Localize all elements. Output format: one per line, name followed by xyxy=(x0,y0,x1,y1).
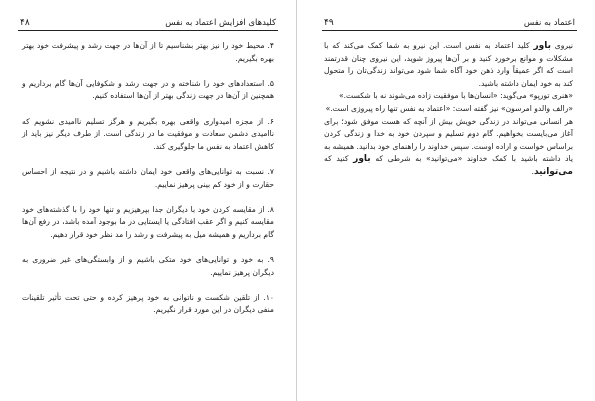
bold-word-can: می‌توانید xyxy=(533,166,573,177)
list-item-7: ۷. نسبت به توانایی‌های واقعی خود ایمان داشته باشیم و در نتیجه از احساس حقارت و از خود کم بینی پرهیز نماییم. xyxy=(22,166,274,189)
list-item-9: ۹. به خود و توانایی‌های خود متکی باشیم و از وابستگی‌های غیر ضروری به دیگران پرهیز نماییم. xyxy=(22,255,274,277)
left-page-body xyxy=(22,40,274,330)
quote-henry: «هنری تورپو» می‌گوید: «انسان‌ها با موفقیت زاده می‌شوند نه با شکست.» xyxy=(338,91,573,101)
paragraph-belief-text: کلید اعتماد به نفس است. این نیرو به شما کمک می‌کند که با مشکلات و موانع برخورد کنید و بر آن‌ها پیروز شوید، این نیروی چنان قدرتمند است که اگر عمیقاً وارد ذهن خود آگاه شما شود می‌تواند زندگی‌تان را متحول کند به خود ایمان داشته باشید. xyxy=(324,41,573,88)
bold-word-belief-2: باور xyxy=(353,154,371,165)
right-page-number: ۴۹ xyxy=(324,18,334,28)
list-item-4: ۴. محیط خود را نیز بهتر بشناسیم تا از آن‌ها در جهت رشد و پیشرفت خود بهتر بهره بگیریم. xyxy=(22,41,274,63)
paragraph-belief xyxy=(324,40,573,90)
list-item-10: ۱۰. از تلقین شکست و ناتوانی به خود پرهیز کرده و حتی تحت تأثیر تلقینات منفی دیگران در این مورد قرار نگیریم. xyxy=(22,292,274,315)
left-page xyxy=(0,0,297,401)
paragraph-success-end: . xyxy=(531,166,534,176)
list-item-8: ۸. از مقایسه کردن خود با دیگران جدا بپرهیزیم و تنها خود را با گذشته‌های خود مقایسه کنیم و اگر عقب افتادگی یا ایستایی در ما بوجود آمده باشد، در رفع آن‌ها گام برداریم و همیشه میل به پیشرفت و رشد را مد نظر خود قرار دهیم. xyxy=(22,204,274,239)
left-page-header xyxy=(18,16,278,31)
paragraph-success-mid: کنید که xyxy=(324,154,349,164)
right-page-header-title: اعتماد به نفس xyxy=(523,18,575,28)
left-page-number: ۴۸ xyxy=(20,18,30,28)
quote-emerson: «رالف والدو امرسون» نیز گفته است: «اعتماد به نفس تنها راه پیروزی است.» xyxy=(325,103,573,113)
list-item-5: ۵. استعدادهای خود را شناخته و در جهت رشد و شکوفایی آن‌ها گام برداریم و همچنین از آن‌ها در جهت زندگی بهتر از آن‌ها استفاده کنیم. xyxy=(22,78,274,101)
bold-word-belief: باور xyxy=(533,41,551,51)
paragraph-success-text: هر انسانی می‌تواند در زندگی خویش بیش از آنچه که هست موفق شود؛ برای آغاز می‌بایست بخواهیم. گام دوم تسلیم و سپردن خود به خدا و زندگی کردن براساس خواست و اراده اوست. سپس خداوند را راهنمای خود بدانید. همیشه به یاد داشته باشید با کمک خداوند «می‌توانید» به شرطی که xyxy=(324,116,573,164)
right-page-body xyxy=(324,40,573,179)
left-page-header-title: کلیدهای افزایش اعتماد به نفس xyxy=(165,18,276,28)
right-page xyxy=(298,0,595,401)
list-item-6: ۶. از مجزه امیدواری واقعی بهره بگیریم و هرگز تسلیم ناامیدی نشویم که ناامیدی دشمن سعادت و موفقیت ما در زندگی است. از طرف دیگر نیز باید از کاهش اعتماد به نفس ما جلوگیری کند. xyxy=(22,116,274,151)
paragraph-success xyxy=(324,116,573,179)
paragraph-belief-lead: نیروی xyxy=(554,41,573,50)
right-page-header xyxy=(322,16,577,31)
